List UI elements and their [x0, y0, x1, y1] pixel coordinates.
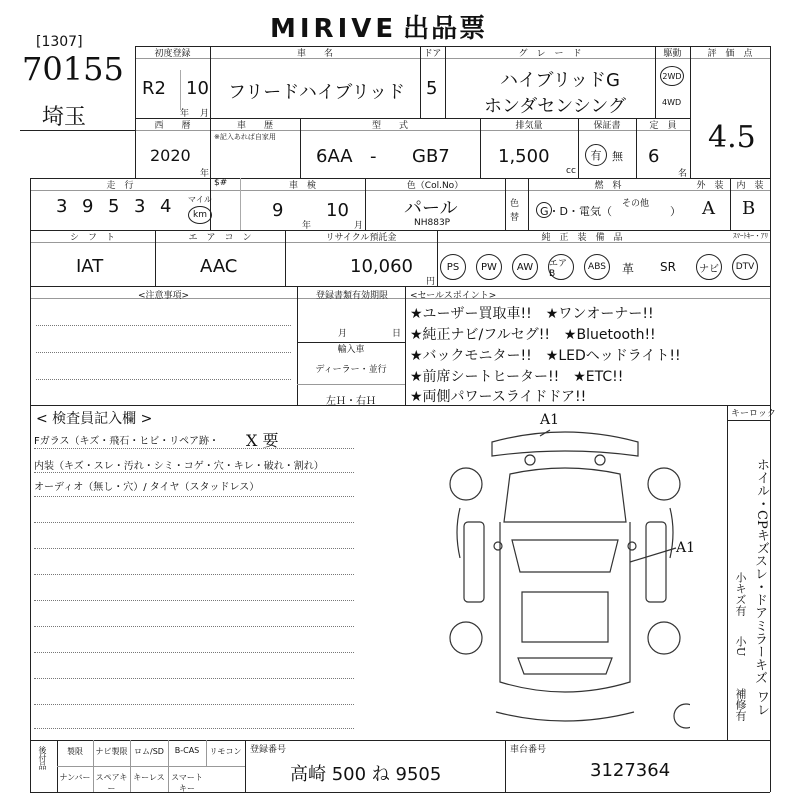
audio-tire-line: オーディオ（無し・穴）/ タイヤ（スタッドレス） [34, 482, 260, 493]
km-unit: km [188, 206, 212, 224]
expiry-month: 月 [338, 329, 348, 339]
after-item-8: キーレス [133, 773, 165, 782]
after-item-3: ロム/SD [134, 747, 164, 756]
cc-unit: cc [566, 166, 576, 176]
after-item-1: 製限 [67, 747, 83, 756]
shift-type: IAT [76, 256, 104, 277]
equip-airbag: エアB [548, 254, 574, 280]
mile-unit: マイル [188, 195, 212, 204]
mileage-digit: 3 [134, 196, 146, 217]
inspection-year: 9 [272, 200, 284, 221]
lot-code: [1307] [36, 34, 83, 50]
sales-point-4: ★前席シートヒーター!! ★ETC!! [410, 369, 624, 385]
color-code: NH883P [414, 218, 451, 228]
equipment-list [440, 252, 770, 282]
interior-grade: B [742, 198, 756, 219]
grade-line2: ホンダセンシング [484, 96, 627, 117]
evaluation-score: 4.5 [708, 120, 756, 155]
warranty-label: 保証書 [593, 121, 621, 131]
reg-year-suffix: 年 [180, 109, 190, 119]
score-label: 評 価 点 [707, 49, 753, 59]
lot-number: 70155 [22, 50, 124, 88]
form-title [270, 8, 487, 45]
sd-label: $# [214, 178, 228, 188]
side-note-col2: スレ・ドアミラーキズ [752, 554, 767, 684]
model-dash: - [370, 146, 377, 167]
door-count: 5 [426, 78, 438, 99]
shift-label: シ フ ト [69, 233, 115, 243]
right-hand-drive: 右Ｈ [356, 396, 376, 407]
history-label: 車 歴 [236, 121, 273, 131]
reg-month-suffix: 月 [200, 109, 210, 119]
equip-navi: ナビ [696, 254, 722, 280]
seat-count: 6 [648, 146, 660, 167]
ac-label: エ ア コ ン [188, 233, 252, 243]
color-change-top: 色 [510, 199, 520, 209]
equip-pw: PW [476, 254, 502, 280]
exterior-grade: A [702, 198, 715, 219]
sales-point-label: <セールスポイント> [410, 291, 497, 301]
inspection-label: 車 検 [288, 181, 316, 191]
after-item-7: スペアキー [95, 773, 128, 793]
keylock-label: キーロック [731, 409, 776, 419]
equip-ps: PS [440, 254, 466, 280]
sales-point-3: ★バックモニター!! ★LEDヘッドライト!! [410, 348, 681, 364]
recycle-fee: 10,060 [350, 256, 413, 277]
equip-sunroof: SR [660, 260, 676, 274]
brand-name: MIRIVE [270, 14, 398, 44]
expiry-day: 日 [392, 329, 402, 339]
mileage-digit: 3 [56, 196, 68, 217]
drive-label: 駆動 [663, 49, 682, 59]
plate-label: 登録番号 [250, 745, 287, 755]
ac-type: AAC [200, 256, 238, 277]
equipment-label: 純 正 装 備 品 [541, 233, 623, 243]
color-label: 色（Col.No） [406, 181, 464, 191]
sales-point-2: ★純正ナビ/フルセグ!! ★Bluetooth!! [410, 327, 656, 343]
year-suffix: 年 [200, 169, 210, 179]
sales-point-1: ★ユーザー買取車!! ★ワンオーナー!! [410, 306, 654, 322]
model-year: 2020 [150, 146, 191, 165]
history-note: ※記入あれば自家用 [214, 133, 276, 141]
glass-line: Fガラス（キズ・飛石・ヒビ・リペア跡・ [34, 436, 220, 447]
model-code: GB7 [412, 146, 450, 167]
equip-leather: 革 [622, 262, 635, 276]
after-item-4: B-CAS [174, 746, 200, 755]
damage-mark-side: A1 [676, 540, 696, 556]
inspection-month-suffix: 月 [354, 221, 364, 231]
seats-suffix: 名 [678, 169, 688, 179]
caution-label: <注意事項> [137, 291, 190, 301]
plate-number: 高崎 500 ね 9505 [290, 764, 442, 785]
first-reg-month: 10 [186, 78, 209, 99]
side-note-col1: ホイル・CPキズ [754, 458, 769, 555]
region: 埼玉 [42, 105, 87, 130]
color-change-bottom: 替 [510, 213, 520, 223]
fuel-close: ） [670, 205, 681, 218]
fuel-label: 燃 料 [594, 181, 622, 191]
left-hand-drive: 左Ｈ [326, 396, 346, 407]
warranty-yes: 有 [585, 144, 607, 166]
drive-4wd: 4WD [662, 98, 682, 107]
first-reg-label: 初度登録 [154, 49, 191, 59]
after-item-9: スマートキー [171, 773, 203, 793]
inspection-month: 10 [326, 200, 349, 221]
equip-abs: ABS [584, 254, 610, 280]
side-note-repaired: 補修有 [734, 688, 747, 721]
fuel-other: その他 [622, 199, 650, 209]
damage-mark-front: A1 [540, 412, 560, 428]
smartkey-label: ｽﾏｰﾄｷｰ・ｱﾘ [733, 232, 768, 240]
steering-separator: ・ [346, 396, 356, 407]
seats-label: 定 員 [649, 121, 677, 131]
car-name-label: 車 名 [296, 49, 333, 59]
inspection-year-suffix: 年 [302, 221, 312, 231]
grade-label: グ レ ー ド [518, 49, 582, 59]
interior-line: 内装（キズ・スレ・汚れ・シミ・コゲ・穴・キレ・破れ・割れ） [34, 461, 324, 472]
fuel-options: G・D・電気（ [540, 205, 612, 218]
body-color: パール [404, 198, 458, 219]
interior-label: 内 装 [736, 181, 764, 191]
year-label: 西 暦 [154, 121, 191, 131]
drive-2wd: 2WD [660, 66, 684, 86]
chassis-number: 3127364 [590, 760, 671, 781]
mileage-label: 走 行 [106, 181, 134, 191]
sales-point-5: ★両側パワースライドドア!! [410, 389, 587, 405]
inspector-title: < 検査員記入欄 > [36, 411, 153, 427]
exterior-label: 外 装 [696, 181, 724, 191]
side-note-col3: ワレ [754, 690, 769, 716]
displacement-label: 排気量 [515, 121, 543, 131]
after-item-5: リモコン [209, 747, 242, 756]
after-item-2: ナビ製限 [95, 747, 128, 756]
mileage-digit: 9 [82, 196, 94, 217]
glass-handwritten: X 要 [246, 431, 279, 450]
dealer-parallel: ディーラー・並行 [315, 365, 387, 375]
steering-options [297, 392, 405, 407]
car-body-diagram [440, 412, 690, 732]
model-prefix: 6AA [316, 146, 353, 167]
after-item-6: ナンバー [59, 773, 91, 782]
displacement: 1,500 [498, 146, 550, 167]
equip-aw: AW [512, 254, 538, 280]
mileage-digit: 5 [108, 196, 120, 217]
car-name: フリードハイブリッド [228, 82, 405, 103]
grade-line1: ハイブリッドG [500, 70, 620, 91]
aftermarket-label: 後付品 [38, 746, 47, 770]
door-label: ドア [423, 49, 442, 59]
recycle-label: リサイクル預託金 [325, 233, 397, 243]
doc-expiry-label: 登録書類有効期限 [315, 291, 388, 301]
chassis-label: 車台番号 [510, 745, 547, 755]
first-reg-era: R2 [142, 78, 166, 99]
model-label: 型 式 [371, 121, 408, 131]
form-name: 出品票 [403, 14, 488, 44]
side-note-small-u: 小U [734, 636, 747, 657]
yen-unit: 円 [426, 277, 436, 287]
equip-dtv: DTV [732, 254, 758, 280]
warranty-no: 無 [612, 150, 623, 163]
mileage-digits [56, 196, 186, 222]
mileage-digit: 4 [160, 196, 172, 217]
import-label: 輸入車 [337, 345, 365, 355]
side-note-small-scratch: 小キズ有 [734, 572, 747, 616]
